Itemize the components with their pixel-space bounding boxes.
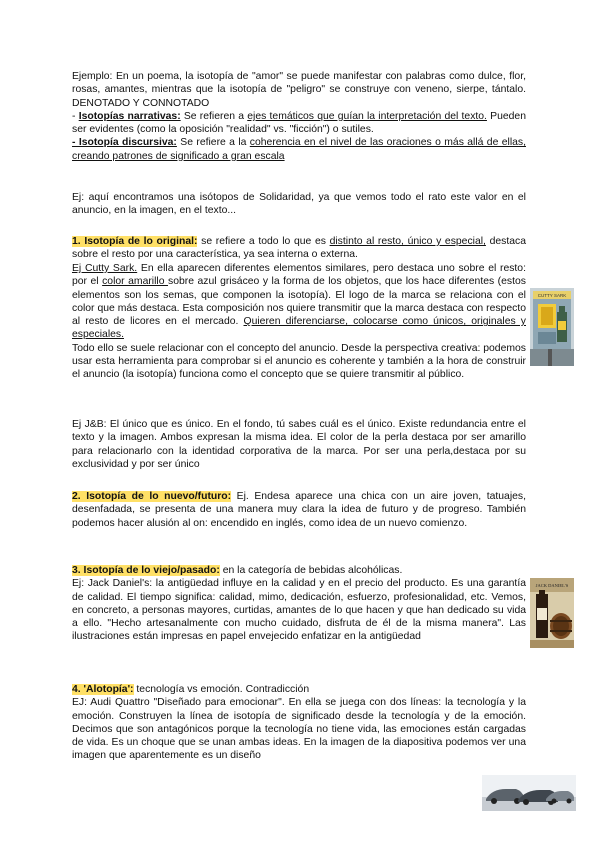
discursiva-label: - Isotopía discursiva:: [72, 137, 177, 149]
viejo-text: en la categoría de bebidas alcohólicas.: [219, 565, 403, 576]
isotopia-discursiva: [72, 136, 526, 163]
nuevo-text: Ej. Endesa aparece una chica con un aire joven, tatuajes, desenfadada, se presenta de una manera muy clara la idea de futuro y de progreso. También podemos hacer alusión al on: encendido en inglés, como idea de un nuevo comienzo.: [72, 491, 526, 529]
nuevo-heading: 2. Isotopía de lo nuevo/futuro:: [72, 491, 232, 502]
cutty-underlined-2: Quieren diferenciarse, colocarse como únicos, originales y especiales.: [72, 316, 526, 341]
section-original-cutty: [72, 262, 526, 382]
intro-section: [72, 70, 526, 163]
isotopias-narrativas: [72, 110, 526, 137]
discursiva-text: Se refiere a la: [176, 137, 250, 149]
jack-daniels-illustration: [530, 578, 574, 648]
concepto-paragraph: Todo ello se suele relacionar con el concepto del anuncio. Desde la perspectiva creativa: podemos usar esta herramienta para comprobar si el anuncio es coherente y también a la hora de construir el anuncio (la isotopía) funciona como el concepto que se quiere transmitir al público.: [72, 342, 526, 381]
cutty-sark-ad-image: [530, 288, 574, 366]
cutty-text-tail: sobre azul grisáceo y la forma de los objetos, que los hace diferentes (estos elementos son los semas, que componen la isotopía). El logo de la marca se relaciona con el color que más destaca. Esta composición nos quiere transmitir que la marca destaca con respecto al resto de licores en el mercado.: [72, 276, 526, 328]
jb-paragraph: [72, 418, 526, 471]
nuevo-paragraph: [72, 490, 526, 530]
jack-daniels-ad-image: [530, 578, 574, 648]
section-alotopia: [72, 683, 526, 763]
audi-ad-image: [482, 775, 576, 811]
original-underlined: distinto al resto, único y especial,: [329, 236, 486, 247]
viejo-paragraph: [72, 564, 526, 577]
cutty-underlined: color amarillo: [102, 276, 169, 288]
narrativas-underlined: ejes temáticos que guían la interpretación del texto.: [247, 110, 487, 122]
alotopia-text: tecnología vs emoción. Contradicción: [133, 684, 310, 695]
cutty-text: En ella aparecen diferentes elementos similares, pero destaca uno sobre el resto: por el: [72, 263, 526, 288]
jb-text: Ej J&B: El único que es único. En el fondo, tú sabes cuál es el único. Existe redundancia entre el texto y la imagen. Ambos expresan la misma idea. El color de la perla destaca por ser amarillo para relacionarlo con la identidad corporativa de la marca. Por ser una perla,destaca por su exclusividad y por ser único: [72, 419, 526, 470]
alotopia-paragraph: [72, 683, 526, 696]
cutty-paragraph: [72, 262, 526, 342]
section-viejo: [72, 564, 526, 644]
section-nuevo: [72, 490, 526, 530]
cutty-label: Ej Cutty Sark.: [72, 263, 138, 274]
viejo-heading: 3. Isotopía de lo viejo/pasado:: [72, 565, 220, 576]
cutty-sark-illustration: [530, 288, 574, 366]
jack-logo-text: JACK DANIEL'S: [535, 583, 569, 588]
cutty-logo-text: CUTTY SARK: [537, 293, 567, 298]
narrativas-text: Se refieren a: [180, 110, 248, 122]
jack-daniels-paragraph: Ej: Jack Daniel's: la antigüedad influye en la calidad y en el precio del producto. Es una garantía de calidad. El tiempo significa: calidad, mimo, dedicación, esfuerzo, profesionalidad, etc. Vemos, en concreto, a personas mayores, curtidas, amantes de lo que hacen y que han dedicado su vida a ello. "Hecho artesanalmente con mucho cuidado, disfruta de él de la misma manera". Las ilustraciones están impresas en papel envejecido enfatizar en la antigüedad: [72, 578, 526, 643]
solidaridad-text: Ej: aquí encontramos una isótopos de Solidaridad, ya que vemos todo el rato este valor en el anuncio, en la imagen, en el texto...: [72, 192, 526, 217]
narrativas-text-tail: Pueden ser evidentes (como la oposición "realidad" vs. "ficción") o sutiles.: [72, 110, 526, 136]
bullet: -: [72, 110, 79, 122]
original-heading: 1. Isotopía de lo original:: [72, 236, 198, 247]
original-text: se refiere a todo lo que es: [197, 236, 330, 247]
section-original-head: [72, 235, 526, 262]
alotopia-heading: 4. 'Alotopía':: [72, 684, 134, 695]
solidaridad-paragraph: [72, 191, 526, 218]
narrativas-label: Isotopías narrativas:: [78, 110, 181, 122]
original-intro: [72, 235, 526, 262]
audi-paragraph: EJ: Audi Quattro "Diseñado para emocionar". En ella se juega con dos líneas: la tecnología y la emoción. Construyen la línea de isotopía de significado desde la tecnología y de la emoción. Decimos que son antagónicos porque la tecnología no tiene vida, las emociones están cargadas de vida. Es un choque que se unan ambas ideas. En la imagen de la diapositiva podemos ver una imagen que aparentemente es un diseño: [72, 697, 526, 762]
audi-cars-illustration: [482, 775, 576, 811]
discursiva-underlined: coherencia en el nivel de las oraciones o más allá de ellas, creando patrones de significado a gran escala: [72, 137, 526, 162]
example-amor: Ejemplo: En un poema, la isotopía de "amor" se puede manifestar con palabras como dulce, flor, rosas, amantes, mientras que la isotopía de "peligro" se construye con veneno, sierpe, tántalo. DENOTADO Y CONNOTADO: [72, 71, 526, 109]
original-text-tail: destaca sobre el resto por una característica, ya sea interna o externa.: [72, 236, 526, 261]
